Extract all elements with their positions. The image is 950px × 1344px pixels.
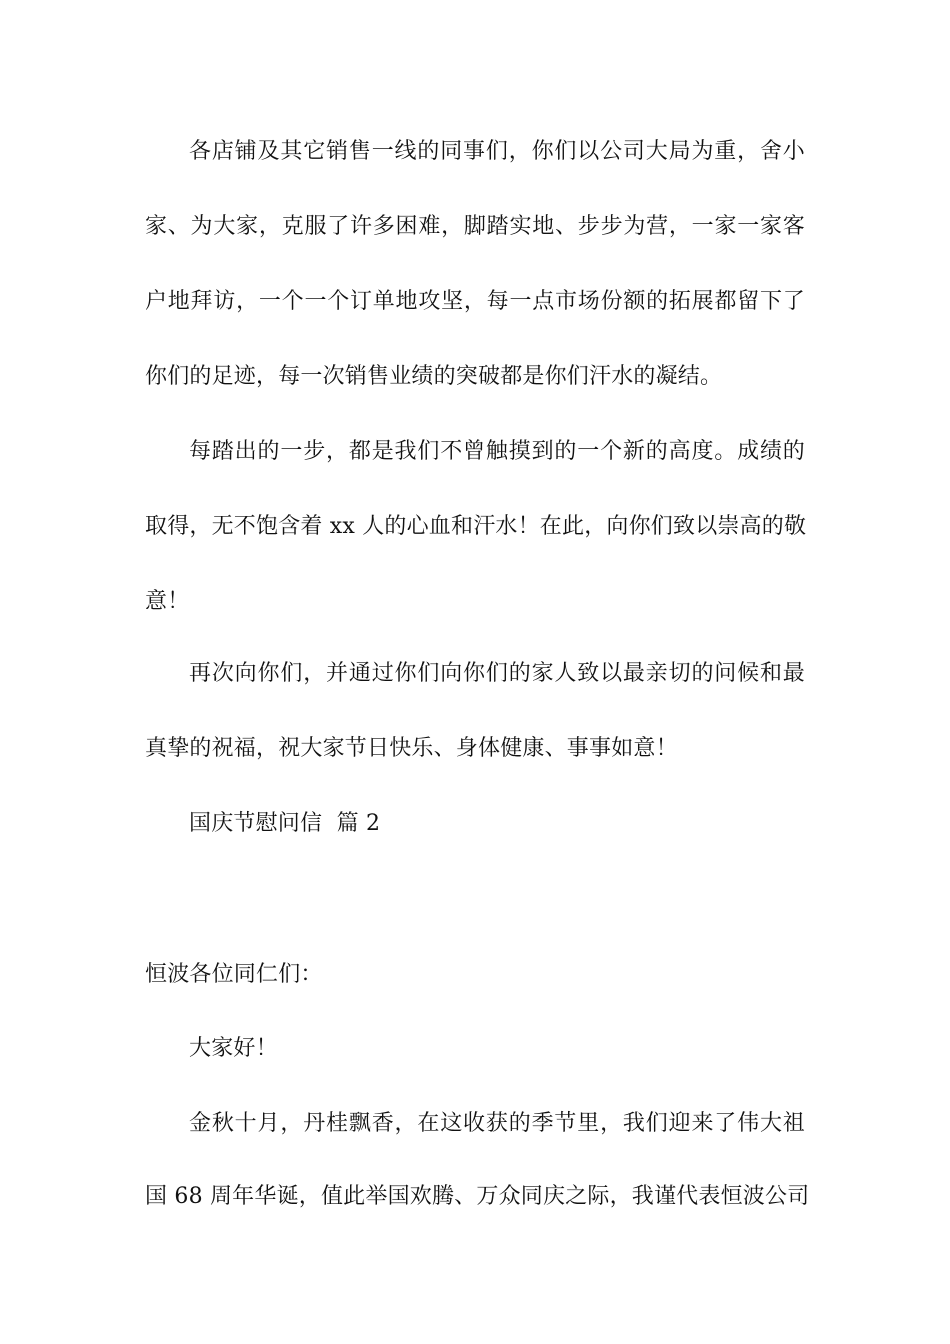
paragraph-1-line-3: 户地拜访，一个一个订单地攻坚，每一点市场份额的拓展都留下了 <box>145 289 805 314</box>
section-heading: 国庆节慰问信 篇 2 <box>189 811 381 836</box>
paragraph-1-line-1: 各店铺及其它销售一线的同事们，你们以公司大局为重，舍小 <box>189 139 805 164</box>
greeting: 大家好！ <box>189 1036 278 1061</box>
paragraph-4-line-1: 金秋十月，丹桂飘香，在这收获的季节里，我们迎来了伟大祖 <box>189 1111 805 1136</box>
paragraph-4-line-2: 国 68 周年华诞，值此举国欢腾、万众同庆之际，我谨代表恒波公司 <box>145 1184 810 1209</box>
paragraph-2-line-3: 意！ <box>145 589 190 614</box>
paragraph-3-line-2: 真挚的祝福，祝大家节日快乐、身体健康、事事如意！ <box>145 736 678 761</box>
salutation: 恒波各位同仁们： <box>145 962 323 987</box>
paragraph-1-line-2: 家、为大家，克服了许多困难，脚踏实地、步步为营，一家一家客 <box>145 214 805 239</box>
paragraph-2-line-2: 取得，无不饱含着 xx 人的心血和汗水！在此，向你们致以崇高的敬 <box>145 514 807 539</box>
paragraph-3-line-1: 再次向你们，并通过你们向你们的家人致以最亲切的问候和最 <box>189 661 805 686</box>
paragraph-1-line-4: 你们的足迹，每一次销售业绩的突破都是你们汗水的凝结。 <box>145 364 723 389</box>
paragraph-2-line-1: 每踏出的一步，都是我们不曾触摸到的一个新的高度。成绩的 <box>189 439 805 464</box>
